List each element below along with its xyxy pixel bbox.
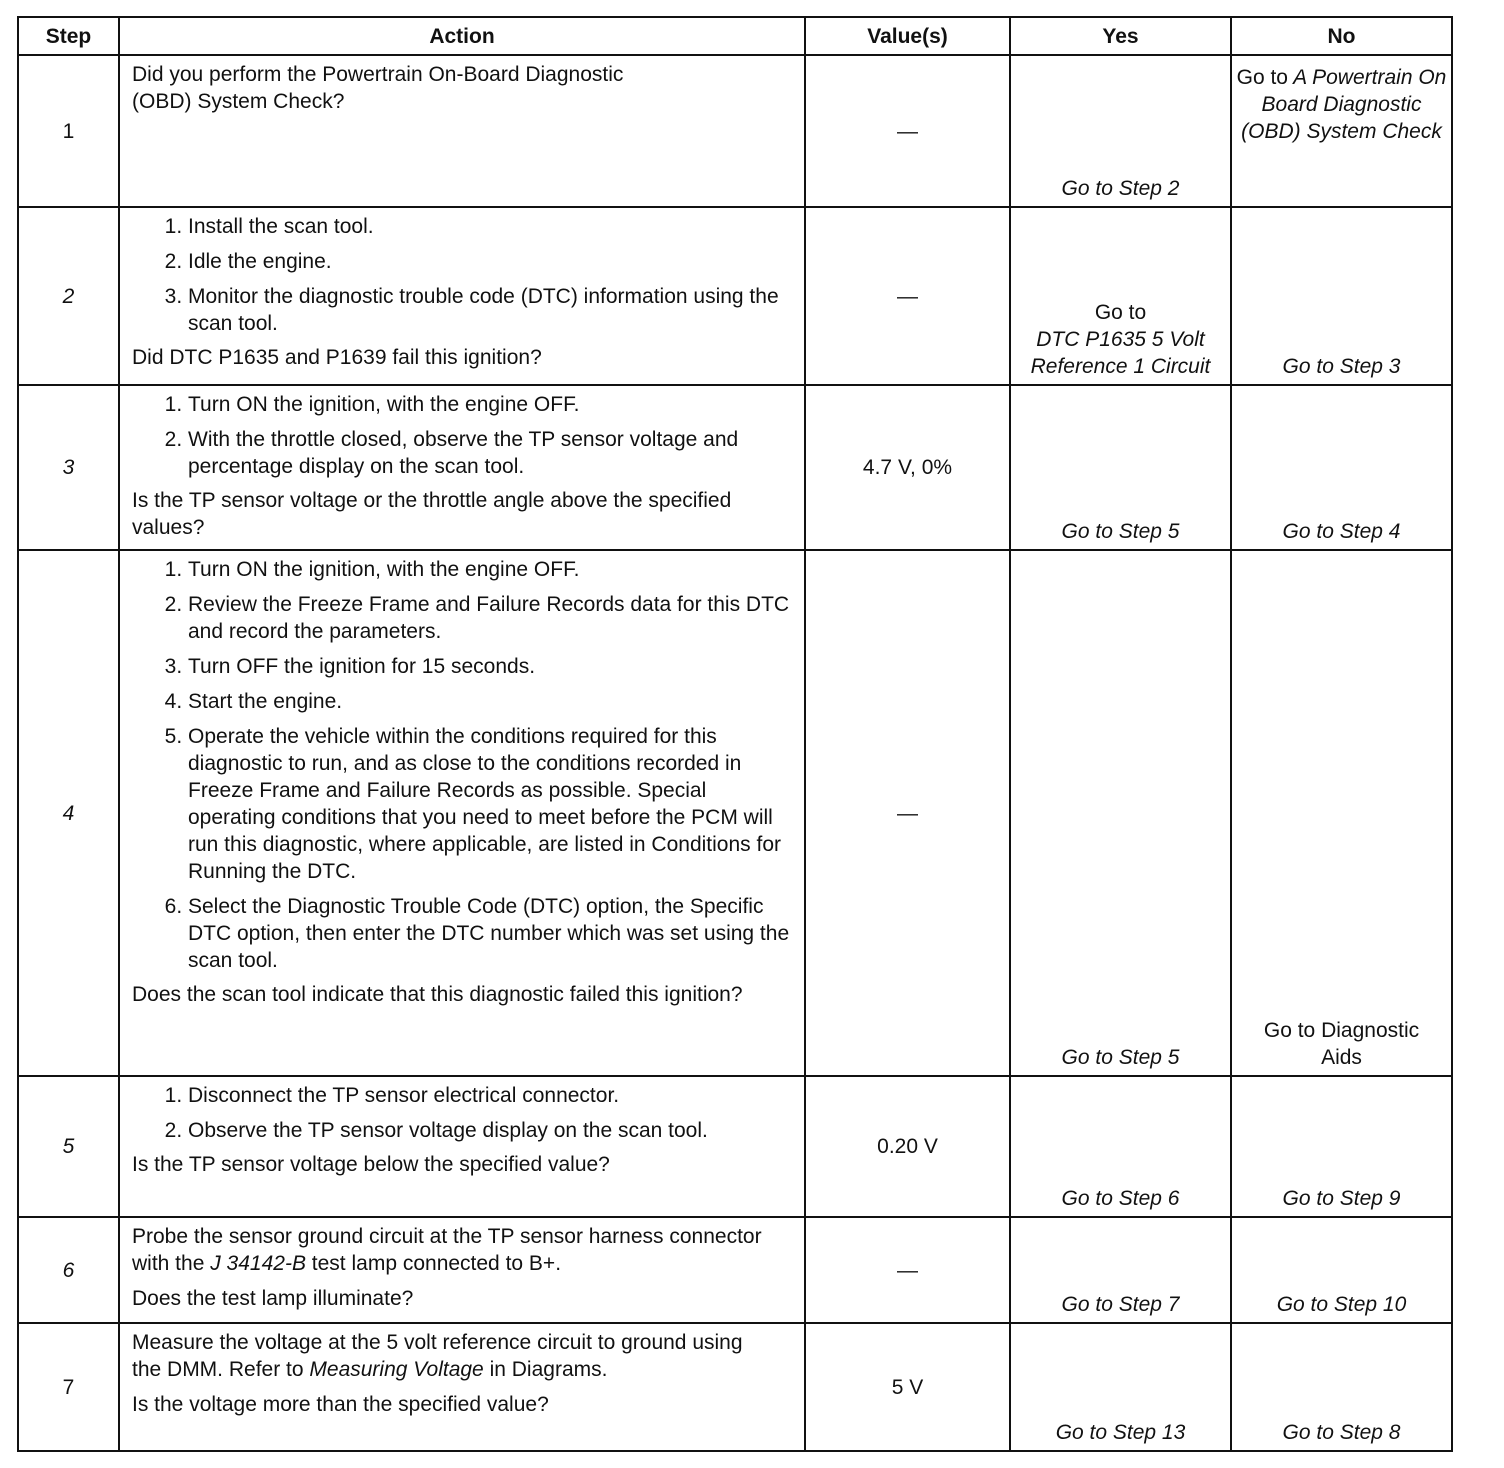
- yes-cell[interactable]: Go to Step 7: [1010, 1217, 1231, 1323]
- header-values: Value(s): [805, 17, 1010, 55]
- action-list: [132, 1082, 794, 1144]
- value-cell: 0.20 V: [805, 1076, 1010, 1217]
- action-question: Is the TP sensor voltage or the throttle angle above the specified values?: [132, 489, 732, 539]
- action-list: [132, 391, 794, 480]
- value-cell: —: [805, 55, 1010, 207]
- table-row: [18, 1076, 1452, 1217]
- header-row: [18, 17, 1452, 55]
- action-item: 3. Monitor the diagnostic trouble code (DTC) information using the scan tool.: [188, 283, 794, 337]
- step-number: 4: [18, 550, 119, 1076]
- yes-cell[interactable]: Go to Step 6: [1010, 1076, 1231, 1217]
- header-step: Step: [18, 17, 119, 55]
- action-cell: [119, 1323, 805, 1451]
- no-cell[interactable]: [1231, 55, 1452, 207]
- table-row: [18, 550, 1452, 1076]
- action-item: 6. Select the Diagnostic Trouble Code (DTC) option, the Specific DTC option, then enter the DTC number which was set using the scan tool.: [188, 893, 794, 974]
- step-number: 3: [18, 385, 119, 550]
- table-row: [18, 1217, 1452, 1323]
- yes-link[interactable]: DTC P1635 5 Volt Reference 1 Circuit: [1030, 328, 1211, 378]
- instruction-text: Probe the sensor ground circuit at the TP sensor harness connector with the: [132, 1225, 762, 1275]
- value-cell: —: [805, 1217, 1010, 1323]
- yes-cell[interactable]: Go to Step 2: [1010, 55, 1231, 207]
- table-row: [18, 207, 1452, 385]
- diagnostic-table-sheet: [17, 16, 1451, 1450]
- instruction-text: in Diagrams.: [489, 1358, 608, 1381]
- header-action: Action: [119, 17, 805, 55]
- action-item: 2. Idle the engine.: [188, 248, 794, 275]
- step-number: 6: [18, 1217, 119, 1323]
- step-number: 5: [18, 1076, 119, 1217]
- action-question: Is the TP sensor voltage below the specified value?: [132, 1153, 610, 1176]
- no-cell[interactable]: Go to Step 3: [1231, 207, 1452, 385]
- action-item: 3. Turn OFF the ignition for 15 seconds.: [188, 653, 794, 680]
- yes-prefix: Go to: [1094, 301, 1147, 324]
- action-item: 4. Start the engine.: [188, 688, 794, 715]
- action-item: 1. Turn ON the ignition, with the engine OFF.: [188, 391, 794, 418]
- diagnostic-table: [17, 16, 1453, 1452]
- no-cell[interactable]: Go to Step 9: [1231, 1076, 1452, 1217]
- action-question: Does the test lamp illuminate?: [132, 1287, 414, 1310]
- action-question: Is the voltage more than the specified value?: [132, 1393, 549, 1416]
- step-number: 1: [18, 55, 119, 207]
- yes-cell[interactable]: Go to Step 13: [1010, 1323, 1231, 1451]
- instruction-text: Measure the voltage at the 5 volt reference circuit to ground using the DMM. Refer to: [132, 1331, 743, 1381]
- yes-cell[interactable]: [1010, 207, 1231, 385]
- action-cell: [119, 1076, 805, 1217]
- action-item: 1. Turn ON the ignition, with the engine OFF.: [188, 556, 794, 583]
- header-no: No: [1231, 17, 1452, 55]
- yes-cell[interactable]: Go to Step 5: [1010, 385, 1231, 550]
- tool-reference: J 34142-B: [210, 1252, 306, 1275]
- value-cell: 5 V: [805, 1323, 1010, 1451]
- no-prefix: Go to: [1236, 66, 1288, 89]
- table-row: [18, 385, 1452, 550]
- step-number: 7: [18, 1323, 119, 1451]
- action-cell: [119, 55, 805, 207]
- action-cell: [119, 1217, 805, 1323]
- no-cell[interactable]: Go to Diagnostic Aids: [1231, 550, 1452, 1076]
- action-item: 5. Operate the vehicle within the conditions required for this diagnostic to run, and as close to the conditions recorded in Freeze Frame and Failure Records as possible. Special operating conditions that you need to meet before the PCM will run this diagnostic, where applicable, are listed in Conditions for Running the DTC.: [188, 723, 794, 885]
- action-cell: [119, 550, 805, 1076]
- table-row: [18, 1323, 1452, 1451]
- no-cell[interactable]: Go to Step 10: [1231, 1217, 1452, 1323]
- action-item: 2. Review the Freeze Frame and Failure Records data for this DTC and record the parameters.: [188, 591, 794, 645]
- action-list: [132, 213, 794, 337]
- no-link[interactable]: A Powertrain On Board Diagnostic (OBD) System Check: [1241, 66, 1447, 143]
- table-row: [18, 55, 1452, 207]
- action-question: Did you perform the Powertrain On-Board Diagnostic (OBD) System Check?: [132, 63, 624, 113]
- action-instruction: [132, 1329, 794, 1383]
- action-item: 1. Install the scan tool.: [188, 213, 794, 240]
- action-list: [132, 556, 794, 974]
- step-number: 2: [18, 207, 119, 385]
- no-cell[interactable]: Go to Step 8: [1231, 1323, 1452, 1451]
- header-yes: Yes: [1010, 17, 1231, 55]
- action-item: 1. Disconnect the TP sensor electrical connector.: [188, 1082, 794, 1109]
- action-instruction: [132, 1223, 794, 1277]
- value-cell: —: [805, 207, 1010, 385]
- value-cell: 4.7 V, 0%: [805, 385, 1010, 550]
- action-question: Did DTC P1635 and P1639 fail this ignition?: [132, 346, 542, 369]
- action-item: 2. Observe the TP sensor voltage display on the scan tool.: [188, 1117, 794, 1144]
- yes-cell[interactable]: Go to Step 5: [1010, 550, 1231, 1076]
- doc-reference[interactable]: Measuring Voltage: [309, 1358, 484, 1381]
- action-cell: [119, 385, 805, 550]
- action-cell: [119, 207, 805, 385]
- no-cell[interactable]: Go to Step 4: [1231, 385, 1452, 550]
- value-cell: —: [805, 550, 1010, 1076]
- action-question: Does the scan tool indicate that this diagnostic failed this ignition?: [132, 983, 743, 1006]
- action-item: 2. With the throttle closed, observe the TP sensor voltage and percentage display on the scan tool.: [188, 426, 794, 480]
- instruction-text: test lamp connected to B+.: [311, 1252, 562, 1275]
